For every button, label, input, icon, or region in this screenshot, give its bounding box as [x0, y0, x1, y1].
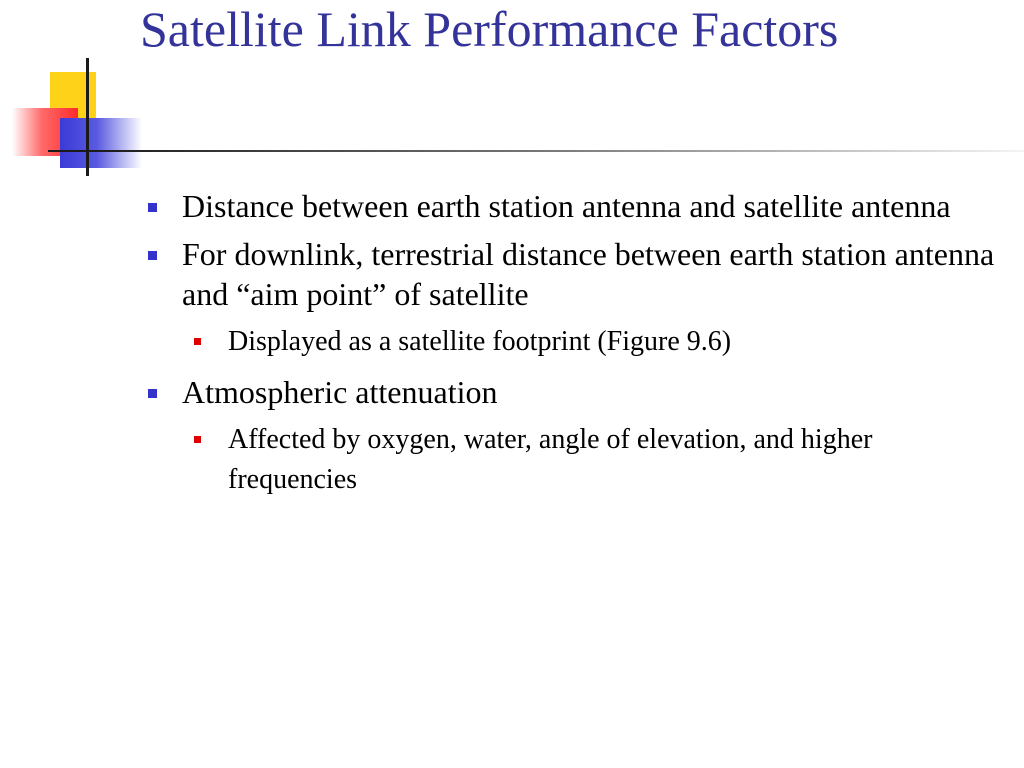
bullet-text: Distance between earth station antenna and satellite antenna	[182, 188, 951, 224]
bullet-text: Atmospheric attenuation	[182, 374, 498, 410]
logo-vertical-line	[86, 58, 89, 176]
overlapping-squares-logo-icon	[0, 0, 150, 190]
square-bullet-icon	[148, 389, 157, 398]
small-square-bullet-icon	[194, 338, 201, 345]
slide-content	[140, 186, 1000, 510]
bullet-item	[140, 186, 1000, 226]
slide-title: Satellite Link Performance Factors	[140, 1, 839, 57]
bullet-item	[140, 234, 1000, 314]
sub-bullet-item	[182, 420, 1000, 500]
sub-bullet-text: Affected by oxygen, water, angle of elevation, and higher frequencies	[228, 424, 873, 495]
small-square-bullet-icon	[194, 436, 201, 443]
sub-bullet-group	[140, 420, 1000, 500]
bullet-item	[140, 372, 1000, 412]
square-bullet-icon	[148, 203, 157, 212]
title-divider	[88, 150, 1024, 152]
sub-bullet-text: Displayed as a satellite footprint (Figure 9.6)	[228, 326, 732, 357]
bullet-text: For downlink, terrestrial distance between earth station antenna and “aim point” of satellite	[182, 236, 995, 312]
bullet-list	[140, 186, 1000, 500]
sub-bullet-group	[140, 322, 1000, 362]
sub-bullet-list	[182, 420, 1000, 500]
square-bullet-icon	[148, 251, 157, 260]
sub-bullet-list	[182, 322, 1000, 362]
logo-blue-square	[60, 118, 142, 168]
sub-bullet-item	[182, 322, 1000, 362]
